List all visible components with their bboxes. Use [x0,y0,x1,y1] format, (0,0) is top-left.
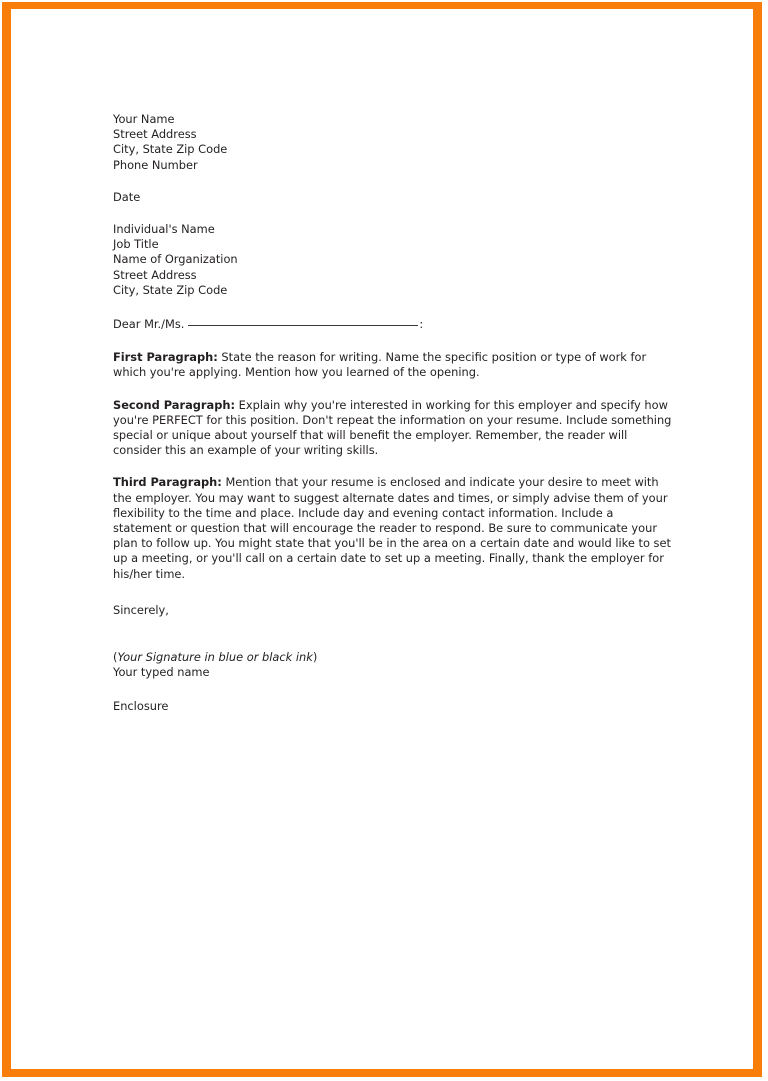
paragraph-first [113,350,669,380]
paragraph-second [113,398,673,459]
spacer-before-recipient [113,205,673,222]
recipient-organization: Name of Organization [113,252,238,267]
sender-name: Your Name [113,112,175,126]
paragraph-second-text: Explain why you're interested in working for this employer and specify how you're PERFECT for this position. Don't repeat the information on your resume. Include something special or unique about yourself that will benefit the employer. Remember, the reader will consider this an example of your writing skills. [113,397,672,458]
recipient-street: Street Address [113,267,197,282]
date-line: Date [113,189,141,204]
recipient-city-state: City, State Zip Code [113,282,228,297]
salutation-suffix: : [419,317,424,332]
paragraph-first-label: First Paragraph: [113,350,218,365]
paragraph-first-text: State the reason for writing. Name the specific position or type of work for which you're applying. Mention how you learned of the opening. [113,350,647,380]
sender-city-state: City, State Zip Code [113,142,228,157]
sender-phone: Phone Number [113,157,198,172]
paragraph-second-label: Second Paragraph: [113,397,236,412]
sender-address-block [113,112,673,173]
paragraph-third [113,475,673,581]
sender-street: Street Address [113,127,197,142]
paragraph-third-label: Third Paragraph: [113,475,222,490]
recipient-name: Individual's Name [113,222,215,237]
letter-body [113,112,673,715]
salutation-prefix: Dear Mr./Ms. [113,317,185,332]
typed-name-line: Your typed name [113,665,210,680]
enclosure-line: Enclosure [113,699,169,714]
salutation-line [113,317,673,332]
recipient-address-block [113,222,673,298]
salutation-blank-field[interactable] [188,325,418,326]
signature-italic-text: Your Signature in blue or black ink [117,650,313,665]
signature-placeholder-line [113,650,673,665]
signature-block [113,650,673,680]
recipient-job-title: Job Title [113,237,159,252]
date-block [113,190,673,205]
signature-close-paren: ) [312,650,318,665]
paragraph-third-text: Mention that your resume is enclosed and indicate your desire to meet with the employer. You may want to suggest alternate dates and times, or simply advise them of your flexibility to the time and place. Include day and evening contact information. Include a statement or question that will encourage the reader to respond. Be sure to communicate your plan to follow up. You might state that you'll be in the area on a certain date and would like to set up a meeting, or you'll call on a certain date to set up a meeting. Finally, thank the employer for his/her time. [113,475,671,581]
spacer-before-date [113,173,673,190]
signature-open-paren: ( [113,650,118,665]
closing-line: Sincerely, [113,602,169,617]
